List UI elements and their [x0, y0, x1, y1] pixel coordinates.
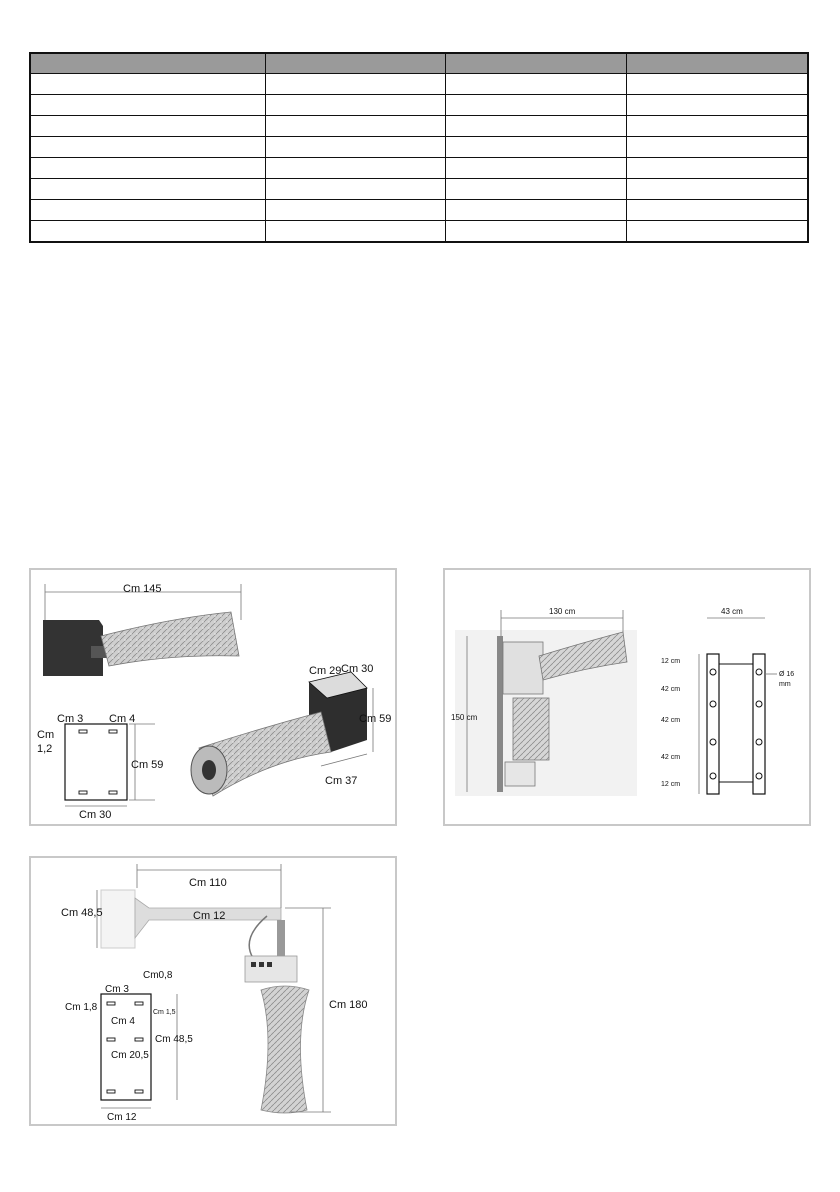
table-cell — [30, 179, 265, 200]
table-cell — [265, 95, 446, 116]
table-cell — [626, 74, 808, 95]
plate-offset-label-a: Cm — [37, 729, 55, 741]
small-width-label: Cm 12 — [107, 1112, 137, 1123]
small-hole-len-label: Cm 4 — [111, 1016, 135, 1027]
table-cell — [446, 179, 627, 200]
table-cell — [446, 95, 627, 116]
table-cell — [446, 74, 627, 95]
arm-length-label: Cm 110 — [189, 877, 227, 889]
table-row — [30, 158, 808, 179]
table-cell — [626, 137, 808, 158]
blower-box — [503, 642, 543, 694]
wall-unit-drawing — [31, 570, 395, 824]
table-cell — [446, 116, 627, 137]
table-cell — [446, 200, 627, 221]
figure-arm-mount — [29, 856, 397, 1126]
hole-diameter-label-a: Ø 16 — [779, 671, 795, 678]
small-hole-x-label: Cm 3 — [105, 984, 129, 995]
table-row — [30, 221, 808, 243]
table-cell — [626, 221, 808, 243]
table-cell — [626, 95, 808, 116]
table-cell — [30, 221, 265, 243]
mounting-plate — [65, 724, 127, 800]
spacing-label: 12 cm — [661, 781, 681, 788]
table-header-cell — [626, 53, 808, 74]
arm-plate — [101, 890, 135, 948]
small-mounting-plate — [101, 994, 151, 1100]
table-row — [30, 137, 808, 158]
rail-width-label: 43 cm — [721, 607, 743, 616]
table-cell — [446, 158, 627, 179]
small-offset-label: Cm 1,8 — [65, 1002, 98, 1013]
spacing-label: 42 cm — [661, 754, 681, 761]
table-cell — [626, 158, 808, 179]
table-cell — [30, 158, 265, 179]
spacing-label: 42 cm — [661, 717, 681, 724]
plate-height-label: Cm 59 — [131, 759, 164, 771]
plate-hole-w-label: Cm 4 — [109, 713, 136, 725]
length-label: Cm 145 — [123, 583, 162, 595]
table-cell — [30, 137, 265, 158]
arm-mount-drawing — [31, 858, 395, 1124]
table-cell — [30, 200, 265, 221]
plate-width-label: Cm 30 — [79, 809, 112, 821]
table-cell — [626, 200, 808, 221]
table-row — [30, 179, 808, 200]
table-cell — [265, 137, 446, 158]
table-header-cell — [446, 53, 627, 74]
table-row — [30, 74, 808, 95]
depth2-label: Cm 30 — [341, 663, 374, 675]
table-cell — [265, 200, 446, 221]
wall-bracket — [497, 636, 503, 792]
table-cell — [446, 137, 627, 158]
height-label: 150 cm — [451, 713, 478, 722]
table-cell — [265, 179, 446, 200]
hole-diameter-label-b: mm — [779, 681, 791, 688]
table-cell — [265, 158, 446, 179]
plate-height-label: Cm 48,5 — [61, 907, 103, 919]
spacing-label: 12 cm — [661, 658, 681, 665]
fabric-sleeve — [101, 612, 239, 666]
depth1-label: Cm 29 — [309, 665, 342, 677]
base-label: Cm 37 — [325, 775, 358, 787]
table-cell — [446, 221, 627, 243]
table-cell — [30, 95, 265, 116]
table-header-cell — [265, 53, 446, 74]
height-label: Cm 59 — [359, 713, 392, 725]
table-cell — [265, 116, 446, 137]
table-cell — [626, 116, 808, 137]
total-height-label: Cm 180 — [329, 999, 368, 1011]
figure-wall-panel — [443, 568, 811, 826]
table-row — [30, 116, 808, 137]
fabric-sleeve — [261, 986, 309, 1113]
table-row — [30, 95, 808, 116]
table-cell — [265, 74, 446, 95]
spacing-label: 42 cm — [661, 686, 681, 693]
table-header-cell — [30, 53, 265, 74]
figure-wall-unit — [29, 568, 397, 826]
spec-table — [29, 52, 809, 243]
table-cell — [30, 116, 265, 137]
arm-section-label: Cm 12 — [193, 910, 226, 922]
control-box — [245, 956, 297, 982]
small-hole-gap-label: Cm 1,5 — [153, 1009, 176, 1016]
table-cell — [265, 221, 446, 243]
wall-panel-drawing — [445, 570, 809, 824]
table-row — [30, 200, 808, 221]
table-header-row — [30, 53, 808, 74]
plate-offset-label-b: 1,2 — [37, 743, 53, 755]
small-hole-w-label: Cm0,8 — [143, 970, 173, 981]
length-label: 130 cm — [549, 607, 576, 616]
plate-hole-x-label: Cm 3 — [57, 713, 84, 725]
small-mid-label: Cm 20,5 — [111, 1050, 149, 1061]
table-cell — [626, 179, 808, 200]
table-cell — [30, 74, 265, 95]
small-height-label: Cm 48,5 — [155, 1034, 193, 1045]
